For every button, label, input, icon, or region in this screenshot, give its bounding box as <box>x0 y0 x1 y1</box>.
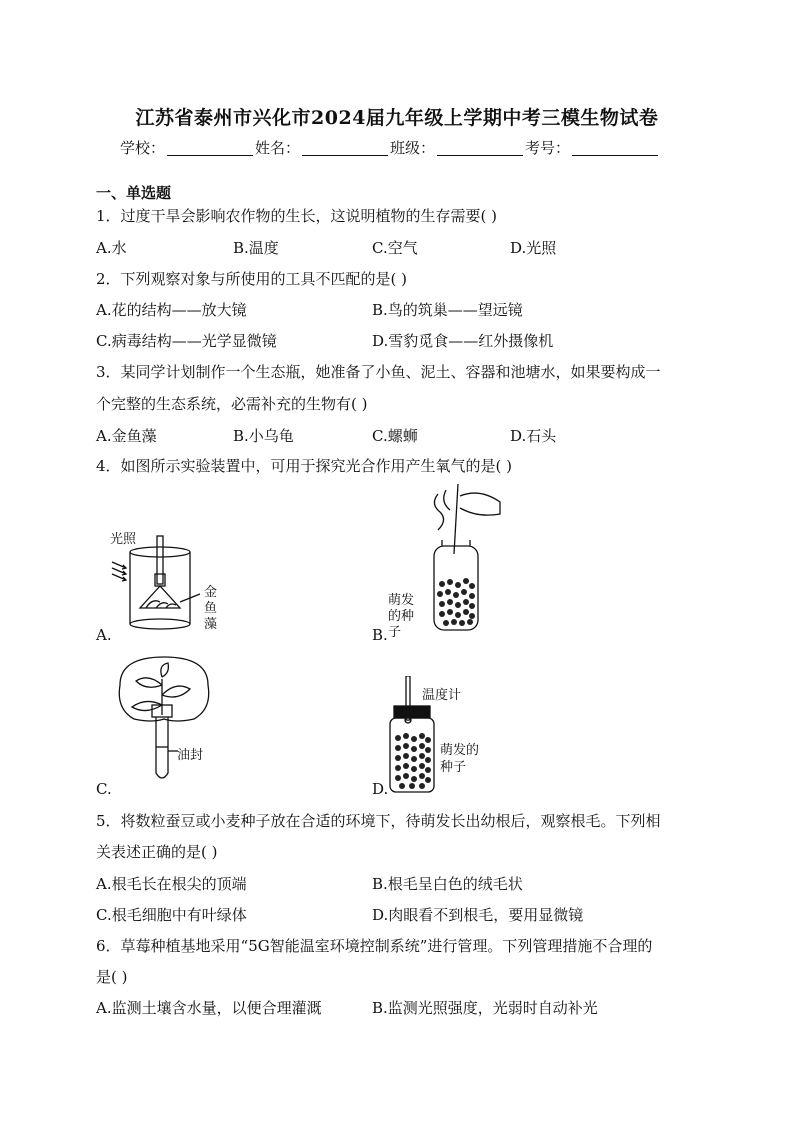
q2-option-c: C.病毒结构——光学显微镜 <box>96 332 277 350</box>
question-5-stem-line-1: 5．将数粒蚕豆或小麦种子放在合适的环境下，待萌发长出幼根后，观察根毛。下列相 <box>96 812 661 830</box>
figure-a-plant-label-2: 鱼 <box>204 601 218 616</box>
question-5-stem-line-2: 关表述正确的是( ) <box>96 843 218 861</box>
exam-number-blank <box>572 141 658 156</box>
figure-a-plant-label-3: 藻 <box>204 617 218 632</box>
q1-option-b: B.温度 <box>233 239 279 257</box>
q4-option-b: B. <box>372 626 388 644</box>
section-heading: 一、单选题 <box>96 184 172 202</box>
q4-option-a: A. <box>96 626 112 644</box>
figure-b-seed-label-2: 的种 <box>388 609 415 624</box>
figure-b-seed-label-3: 子 <box>388 625 402 640</box>
q1-option-c: C.空气 <box>372 239 418 257</box>
figure-c-plant-bell-jar <box>106 655 216 785</box>
q3-option-a: A.金鱼藻 <box>96 427 157 445</box>
q1-option-a: A.水 <box>96 239 127 257</box>
q5-option-d: D.肉眼看不到根毛，要用显微镜 <box>372 906 584 924</box>
exam-number-label: 考号： <box>525 139 571 157</box>
name-label: 姓名： <box>255 139 301 157</box>
school-label: 学校： <box>120 139 166 157</box>
figure-d-seed-label-1: 萌发的 <box>440 743 480 758</box>
q1-option-d: D.光照 <box>510 239 557 257</box>
question-3-stem-line-2: 个完整的生态系统，必需补充的生物有( ) <box>96 395 368 413</box>
figure-d-seed-label-2: 种子 <box>440 760 467 775</box>
q5-option-b: B.根毛呈白色的绒毛状 <box>372 875 523 893</box>
q4-option-c: C. <box>96 780 112 798</box>
q4-option-d: D. <box>372 780 389 798</box>
figure-b-seed-label-1: 萌发 <box>388 593 415 608</box>
q2-option-d: D.雪豹觅食——红外摄像机 <box>372 332 554 350</box>
name-blank <box>302 141 388 156</box>
q3-option-d: D.石头 <box>510 427 557 445</box>
q3-option-c: C.螺蛳 <box>372 427 418 445</box>
school-blank <box>167 141 253 156</box>
q6-option-a: A.监测土壤含水量，以便合理灌溉 <box>96 999 322 1017</box>
q3-option-b: B.小乌龟 <box>233 427 294 445</box>
question-2-stem: 2．下列观察对象与所使用的工具不匹配的是( ) <box>96 270 408 288</box>
figure-c-oil-label: 油封 <box>177 748 204 763</box>
student-info-row <box>120 137 660 158</box>
figure-a-plant-label-1: 金 <box>204 585 218 600</box>
question-6-stem-line-1: 6．草莓种植基地采用“5G智能温室环境控制系统”进行管理。下列管理措施不合理的 <box>96 937 653 955</box>
question-3-stem-line-1: 3．某同学计划制作一个生态瓶，她准备了小鱼、泥土、容器和池塘水，如果要构成一 <box>96 363 661 381</box>
question-6-stem-line-2: 是( ) <box>96 968 128 986</box>
exam-title: 江苏省泰州市兴化市2024届九年级上学期中考三模生物试卷 <box>135 107 659 129</box>
q5-option-c: C.根毛细胞中有叶绿体 <box>96 906 247 924</box>
question-1-stem: 1．过度干旱会影响农作物的生长，这说明植物的生存需要( ) <box>96 207 498 225</box>
figure-b-germinating-seeds-jar <box>420 484 510 634</box>
q2-option-b: B.鸟的筑巢——望远镜 <box>372 301 523 319</box>
q2-option-a: A.花的结构——放大镜 <box>96 301 247 319</box>
figure-d-thermometer-label: 温度计 <box>422 688 462 703</box>
class-blank <box>437 141 523 156</box>
q6-option-b: B.监测光照强度，光弱时自动补光 <box>372 999 598 1017</box>
figure-a-light-label: 光照 <box>110 532 137 547</box>
question-4-stem: 4．如图所示实验装置中，可用于探究光合作用产生氧气的是( ) <box>96 457 513 475</box>
q5-option-a: A.根毛长在根尖的顶端 <box>96 875 247 893</box>
class-label: 班级： <box>390 139 436 157</box>
